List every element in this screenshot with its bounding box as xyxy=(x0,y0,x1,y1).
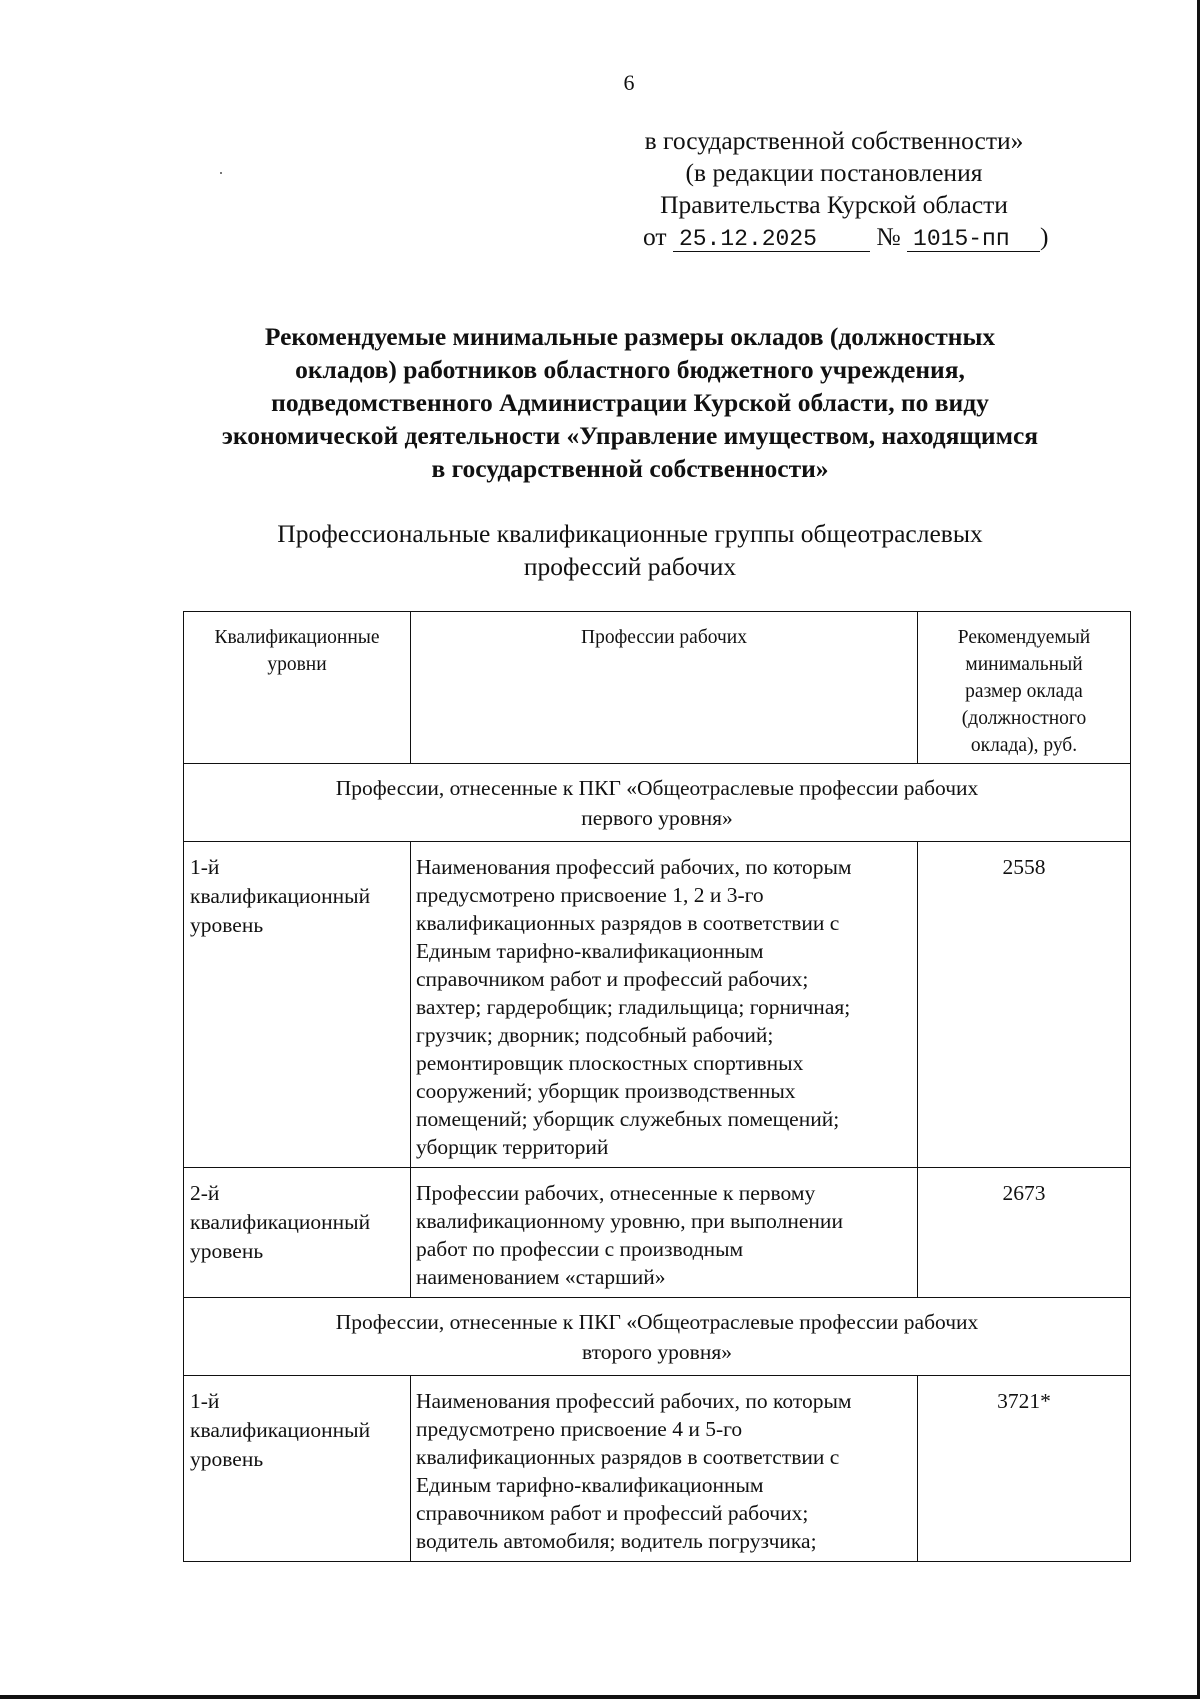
number-sign: № xyxy=(876,222,901,251)
description-line: вахтер; гардеробщик; гладильщица; горничная; xyxy=(416,995,851,1019)
header-text: минимальный xyxy=(965,654,1083,675)
approval-date-line xyxy=(600,221,1068,253)
title-line: окладов) работников областного бюджетного учреждения, xyxy=(295,355,965,384)
decree-date: 25.12.2025 xyxy=(673,227,870,252)
level-text: 1-й xyxy=(190,1389,220,1413)
level-text: квалификационный xyxy=(190,1210,371,1234)
qualification-level-cell xyxy=(184,842,411,1168)
level-text: уровень xyxy=(190,913,264,937)
qualification-level-cell xyxy=(184,1168,411,1298)
closing-paren: ) xyxy=(1040,222,1049,251)
header-text: Квалификационные xyxy=(214,627,380,648)
description-line: сооружений; уборщик производственных xyxy=(416,1079,796,1103)
description-line: водитель автомобиля; водитель погрузчика; xyxy=(416,1529,817,1553)
description-line: Наименования профессий рабочих, по которым xyxy=(416,855,852,879)
header-text: уровни xyxy=(267,654,327,675)
header-text: Рекомендуемый xyxy=(957,627,1091,648)
group-row-first-level xyxy=(184,764,1131,842)
description-line: Профессии рабочих, отнесенные к первому xyxy=(416,1181,816,1205)
header-qualification-levels xyxy=(184,612,411,764)
description-line: Единым тарифно-квалификационным xyxy=(416,939,764,963)
salary-table xyxy=(183,611,1131,1562)
table-row xyxy=(184,1376,1131,1562)
salary-value: 3721* xyxy=(918,1376,1131,1562)
scan-speck xyxy=(220,172,222,174)
description-line: Единым тарифно-квалификационным xyxy=(416,1473,764,1497)
description-line: ремонтировщик плоскостных спортивных xyxy=(416,1051,804,1075)
subtitle-line: Профессиональные квалификационные группы общеотраслевых xyxy=(277,519,983,548)
level-text: уровень xyxy=(190,1239,264,1263)
approval-line: Правительства Курской области xyxy=(660,190,1008,219)
header-text: оклада), руб. xyxy=(970,735,1078,756)
header-text: (должностного xyxy=(961,708,1087,729)
approval-line: в государственной собственности» xyxy=(644,126,1024,155)
group-title-text: второго уровня» xyxy=(582,1340,732,1364)
header-recommended-salary xyxy=(918,612,1131,764)
header-text: размер оклада xyxy=(965,681,1083,702)
decree-number: 1015-пп xyxy=(907,227,1040,252)
title-line: подведомственного Администрации Курской области, по виду xyxy=(271,388,989,417)
table-header-row xyxy=(184,612,1131,764)
title-line: в государственной собственности» xyxy=(431,454,829,483)
description-line: помещений; уборщик служебных помещений; xyxy=(416,1107,840,1131)
description-line: наименованием «старший» xyxy=(416,1265,666,1289)
approval-block xyxy=(600,125,1068,253)
description-line: квалификационных разрядов в соответствии с xyxy=(416,911,840,935)
description-line: работ по профессии с производным xyxy=(416,1237,744,1261)
group-title-text: Профессии, отнесенные к ПКГ «Общеотраслевые профессии рабочих xyxy=(335,776,979,800)
description-line: уборщик территорий xyxy=(416,1135,609,1159)
level-text: 1-й xyxy=(190,855,220,879)
professions-cell xyxy=(411,1376,918,1562)
professions-cell xyxy=(411,842,918,1168)
group-title-text: первого уровня» xyxy=(581,806,733,830)
document-title xyxy=(150,320,1110,485)
approval-line: (в редакции постановления xyxy=(685,158,983,187)
table-row xyxy=(184,842,1131,1168)
description-line: справочником работ и профессий рабочих; xyxy=(416,1501,809,1525)
level-text: уровень xyxy=(190,1447,264,1471)
title-line: экономической деятельности «Управление имуществом, находящимся xyxy=(221,421,1039,450)
header-text: Профессии рабочих xyxy=(581,627,747,648)
level-text: 2-й xyxy=(190,1181,220,1205)
description-line: Наименования профессий рабочих, по которым xyxy=(416,1389,852,1413)
title-line: Рекомендуемые минимальные размеры окладов (должностных xyxy=(264,322,996,351)
level-text: квалификационный xyxy=(190,884,371,908)
group-title xyxy=(184,1298,1131,1376)
qualification-level-cell xyxy=(184,1376,411,1562)
description-line: предусмотрено присвоение 4 и 5-го xyxy=(416,1417,743,1441)
group-title xyxy=(184,764,1131,842)
header-professions xyxy=(411,612,918,764)
description-line: предусмотрено присвоение 1, 2 и 3-го xyxy=(416,883,764,907)
group-row-second-level xyxy=(184,1298,1131,1376)
professions-cell xyxy=(411,1168,918,1298)
scan-edge-bottom xyxy=(0,1695,1200,1699)
description-line: грузчик; дворник; подсобный рабочий; xyxy=(416,1023,774,1047)
group-title-text: Профессии, отнесенные к ПКГ «Общеотраслевые профессии рабочих xyxy=(335,1310,979,1334)
salary-value: 2673 xyxy=(918,1168,1131,1298)
salary-value: 2558 xyxy=(918,842,1131,1168)
date-prefix: от xyxy=(643,222,667,251)
subtitle-line: профессий рабочих xyxy=(523,552,737,581)
page-number: 6 xyxy=(623,70,635,95)
document-subtitle xyxy=(150,517,1110,583)
description-line: квалификационных разрядов в соответствии с xyxy=(416,1445,840,1469)
description-line: справочником работ и профессий рабочих; xyxy=(416,967,809,991)
description-line: квалификационному уровню, при выполнении xyxy=(416,1209,843,1233)
level-text: квалификационный xyxy=(190,1418,371,1442)
table-row xyxy=(184,1168,1131,1298)
